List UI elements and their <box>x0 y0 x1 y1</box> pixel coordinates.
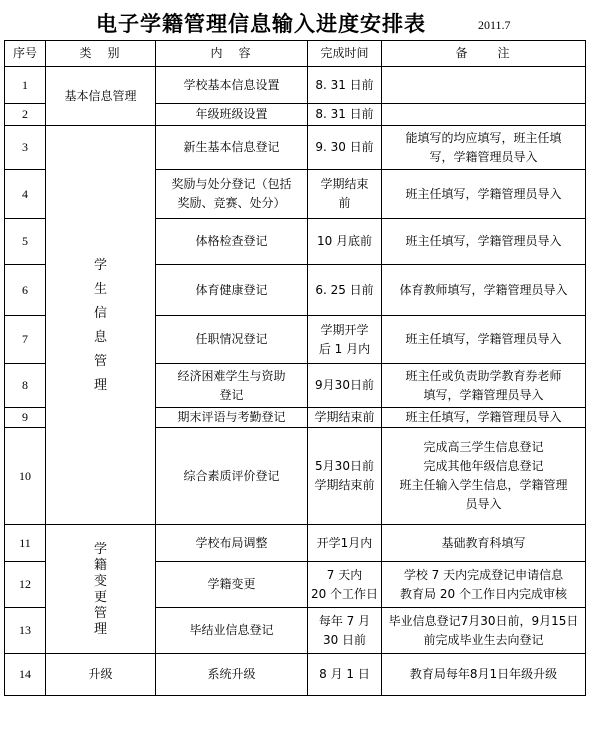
content-cell-line: 体格检查登记 <box>195 234 268 248</box>
content-cell <box>156 316 308 364</box>
content-cell <box>156 408 308 428</box>
row-number: 7 <box>5 316 46 364</box>
time-cell-line: 开学1月内 <box>316 535 373 550</box>
header-no: 序号 <box>5 41 46 67</box>
category-char: 籍 <box>93 557 107 573</box>
time-cell <box>308 408 382 428</box>
content-cell <box>156 608 308 654</box>
remark-cell-line: 班主任填写，学籍管理员导入 <box>405 410 562 424</box>
category-char: 理 <box>93 377 107 393</box>
time-cell-line: 10 月底前 <box>316 234 373 248</box>
remark-cell-line: 员导入 <box>465 497 502 511</box>
remark-cell-line: 写，学籍管理员导入 <box>429 149 538 164</box>
header-content: 内 容 <box>156 41 308 67</box>
content-cell <box>156 525 308 562</box>
remark-cell-line: 完成高三学生信息登记 <box>423 440 544 454</box>
content-cell-line: 学校基本信息设置 <box>183 77 280 92</box>
content-cell <box>156 126 308 170</box>
time-cell <box>308 265 382 316</box>
time-cell <box>308 67 382 104</box>
time-cell <box>308 608 382 654</box>
table-row <box>5 126 586 170</box>
time-cell <box>308 104 382 126</box>
table-row <box>5 654 586 696</box>
remark-cell <box>382 525 586 562</box>
row-number: 6 <box>5 265 46 316</box>
content-cell-line: 学校布局调整 <box>195 535 268 550</box>
category-vertical-text <box>94 248 108 403</box>
content-cell-line: 奖励与处分登记（包括 <box>171 177 292 191</box>
remark-cell-line: 填写，学籍管理员导入 <box>423 387 544 402</box>
time-cell-line: 8. 31 日前 <box>315 77 374 92</box>
row-number: 1 <box>5 67 46 104</box>
row-number: 3 <box>5 126 46 170</box>
content-cell-line: 年级班级设置 <box>195 107 268 121</box>
category-upgrade: 升级 <box>46 654 156 696</box>
schedule-table <box>4 40 586 696</box>
remark-cell-line: 班主任填写，学籍管理员导入 <box>405 186 562 201</box>
remark-cell-line: 学校 7 天内完成登记申请信息 <box>403 567 564 582</box>
header-time: 完成时间 <box>308 41 382 67</box>
remark-cell-line: 能填写的均应填写，班主任填 <box>405 130 562 145</box>
time-cell <box>308 428 382 525</box>
row-number: 4 <box>5 170 46 219</box>
time-cell-line: 学期结束前 <box>314 410 375 424</box>
time-cell-line: 30 日前 <box>322 632 367 647</box>
remark-cell <box>382 408 586 428</box>
time-cell <box>308 525 382 562</box>
time-cell-line: 7 天内 <box>326 567 363 582</box>
header-category: 类 别 <box>46 41 156 67</box>
row-number: 13 <box>5 608 46 654</box>
category-basic: 基本信息管理 <box>46 67 156 126</box>
content-cell <box>156 104 308 126</box>
content-cell <box>156 654 308 696</box>
category-change <box>46 525 156 654</box>
remark-cell-line: 教育局每年8月1日年级升级 <box>409 667 558 681</box>
header-row <box>5 41 586 67</box>
time-cell-line: 每年 7 月 <box>318 613 371 628</box>
category-char: 信 <box>93 305 107 321</box>
time-cell-line: 9月30日前 <box>315 378 374 392</box>
row-number: 14 <box>5 654 46 696</box>
remark-cell <box>382 265 586 316</box>
time-cell <box>308 316 382 364</box>
content-cell-line: 系统升级 <box>207 667 256 681</box>
row-number: 12 <box>5 562 46 608</box>
time-cell-line: 8. 31 日前 <box>315 107 374 121</box>
remark-cell-line: 前完成毕业生去向登记 <box>423 632 544 647</box>
remark-cell-line: 基础教育科填写 <box>441 535 526 550</box>
time-cell-line: 学期结束前 <box>314 478 375 492</box>
remark-cell-line: 班主任填写，学籍管理员导入 <box>405 234 562 248</box>
time-cell-line: 5月30日前 <box>315 459 374 473</box>
time-cell-line: 6. 25 日前 <box>315 282 374 297</box>
row-number: 9 <box>5 408 46 428</box>
content-cell <box>156 562 308 608</box>
row-number: 10 <box>5 428 46 525</box>
table-row <box>5 67 586 104</box>
time-cell <box>308 654 382 696</box>
content-cell-line: 综合素质评价登记 <box>183 468 280 483</box>
remark-cell-line: 班主任输入学生信息，学籍管理 <box>399 478 568 492</box>
content-cell-line: 经济困难学生与资助 <box>177 368 286 383</box>
category-char: 管 <box>93 605 107 621</box>
remark-cell <box>382 562 586 608</box>
time-cell <box>308 219 382 265</box>
remark-cell-line: 教育局 20 个工作日内完成审核 <box>400 586 567 601</box>
time-cell-line: 8 月 1 日 <box>319 667 370 681</box>
time-cell-line: 前 <box>338 196 351 210</box>
content-cell <box>156 67 308 104</box>
time-cell <box>308 170 382 219</box>
content-cell <box>156 219 308 265</box>
time-cell <box>308 562 382 608</box>
category-char: 学 <box>93 541 107 557</box>
category-char: 变 <box>93 573 107 589</box>
remark-cell <box>382 170 586 219</box>
time-cell-line: 后 1 月内 <box>318 341 371 356</box>
content-cell-line: 登记 <box>219 387 244 402</box>
time-cell-line: 20 个工作日 <box>310 586 379 601</box>
time-cell <box>308 364 382 408</box>
category-student <box>46 126 156 525</box>
category-char: 更 <box>93 589 107 605</box>
content-cell <box>156 265 308 316</box>
remark-cell <box>382 104 586 126</box>
remark-cell-line: 完成其他年级信息登记 <box>423 459 544 473</box>
remark-cell <box>382 364 586 408</box>
content-cell <box>156 428 308 525</box>
remark-cell-line: 班主任或负责助学教育券老师 <box>405 368 562 383</box>
category-char: 理 <box>93 621 107 637</box>
remark-cell <box>382 67 586 104</box>
category-vertical-text <box>94 540 108 639</box>
remark-cell <box>382 219 586 265</box>
content-cell <box>156 364 308 408</box>
title-bar <box>0 0 589 40</box>
row-number: 5 <box>5 219 46 265</box>
time-cell-line: 学期结束 <box>320 177 369 191</box>
remark-cell <box>382 654 586 696</box>
remark-cell <box>382 126 586 170</box>
time-cell <box>308 126 382 170</box>
remark-cell-line: 班主任填写，学籍管理员导入 <box>405 332 562 346</box>
category-char: 生 <box>93 281 107 297</box>
content-cell-line: 学籍变更 <box>207 577 256 591</box>
content-cell-line: 体育健康登记 <box>195 282 268 297</box>
remark-cell-line: 毕业信息登记7月30日前，9月15日 <box>388 613 579 628</box>
content-cell-line: 任职情况登记 <box>195 332 268 346</box>
content-cell-line: 新生基本信息登记 <box>183 140 280 154</box>
content-cell-line: 期末评语与考勤登记 <box>177 410 286 424</box>
row-number: 2 <box>5 104 46 126</box>
document-title: 电子学籍管理信息输入进度安排表 <box>96 11 426 36</box>
header-remark: 备 注 <box>382 41 586 67</box>
remark-cell <box>382 316 586 364</box>
table-row <box>5 525 586 562</box>
content-cell <box>156 170 308 219</box>
content-cell-line: 奖励、竞赛、处分） <box>177 196 286 210</box>
document-date: 2011.7 <box>478 18 511 32</box>
row-number: 8 <box>5 364 46 408</box>
time-cell-line: 学期开学 <box>320 322 369 337</box>
remark-cell <box>382 608 586 654</box>
content-cell-line: 毕结业信息登记 <box>189 623 274 637</box>
category-char: 管 <box>93 353 107 369</box>
category-char: 学 <box>93 257 107 273</box>
remark-cell <box>382 428 586 525</box>
category-char: 息 <box>93 329 107 345</box>
remark-cell-line: 体育教师填写，学籍管理员导入 <box>399 282 568 297</box>
time-cell-line: 9. 30 日前 <box>315 140 374 154</box>
row-number: 11 <box>5 525 46 562</box>
